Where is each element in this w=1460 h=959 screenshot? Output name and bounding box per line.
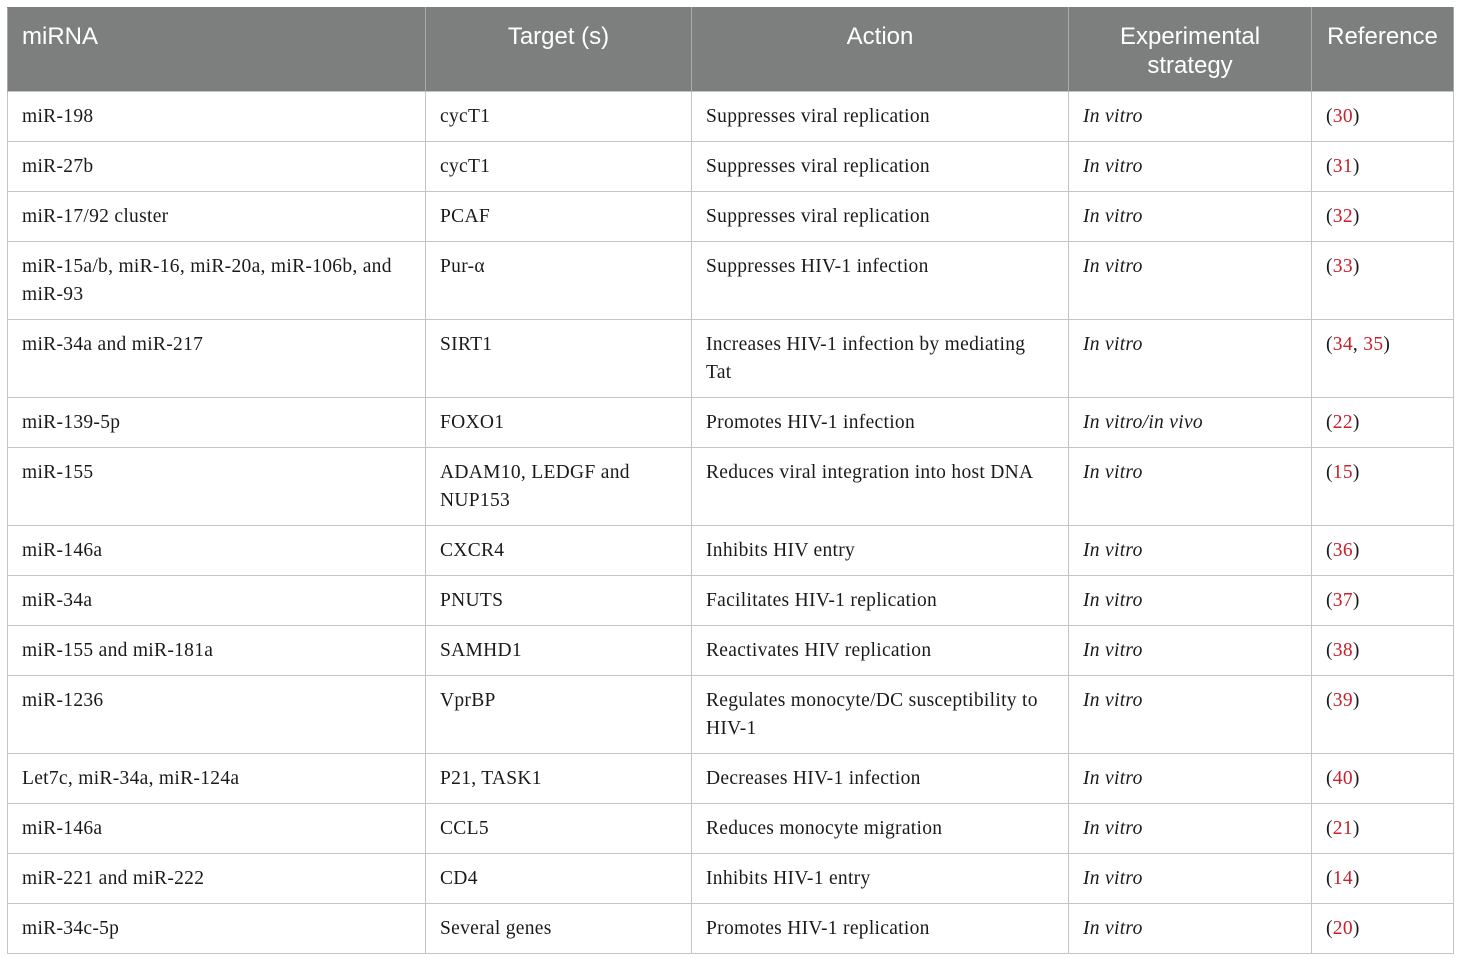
reference-cell: (34, 35) (1312, 320, 1454, 398)
reference-cell: (31) (1312, 142, 1454, 192)
mirna-cell: miR-34a (8, 576, 426, 626)
table-row (8, 754, 1454, 804)
reference-cell: (38) (1312, 626, 1454, 676)
target-cell: CCL5 (426, 804, 692, 854)
action-cell: Suppresses viral replication (692, 92, 1069, 142)
table-row (8, 576, 1454, 626)
header-reference: Reference (1312, 8, 1454, 92)
reference-cell: (21) (1312, 804, 1454, 854)
action-cell: Inhibits HIV entry (692, 526, 1069, 576)
mirna-cell: miR-146a (8, 804, 426, 854)
target-cell: SAMHD1 (426, 626, 692, 676)
table-row (8, 320, 1454, 398)
table-row (8, 92, 1454, 142)
table-row (8, 398, 1454, 448)
reference-cell: (37) (1312, 576, 1454, 626)
table-row (8, 676, 1454, 754)
reference-link[interactable]: 33 (1332, 256, 1353, 277)
reference-link[interactable]: 34 (1332, 334, 1353, 355)
action-cell: Increases HIV-1 infection by mediating Tat (692, 320, 1069, 398)
mirna-cell: miR-34a and miR-217 (8, 320, 426, 398)
action-cell: Facilitates HIV-1 replication (692, 576, 1069, 626)
target-cell: FOXO1 (426, 398, 692, 448)
reference-link[interactable]: 15 (1332, 462, 1353, 483)
experimental-strategy-cell: In vitro (1069, 754, 1312, 804)
action-cell: Promotes HIV-1 replication (692, 904, 1069, 954)
header-action: Action (692, 8, 1069, 92)
mirna-targets-table (7, 7, 1454, 954)
reference-cell: (32) (1312, 192, 1454, 242)
mirna-cell: miR-146a (8, 526, 426, 576)
reference-link[interactable]: 32 (1332, 206, 1353, 227)
reference-link[interactable]: 40 (1332, 768, 1353, 789)
reference-cell: (40) (1312, 754, 1454, 804)
table-row (8, 904, 1454, 954)
mirna-cell: miR-155 (8, 448, 426, 526)
mirna-cell: miR-15a/b, miR-16, miR-20a, miR-106b, and miR-93 (8, 242, 426, 320)
table-row (8, 448, 1454, 526)
mirna-cell: miR-34c-5p (8, 904, 426, 954)
action-cell: Suppresses HIV-1 infection (692, 242, 1069, 320)
experimental-strategy-cell: In vitro (1069, 626, 1312, 676)
reference-cell: (39) (1312, 676, 1454, 754)
action-cell: Suppresses viral replication (692, 192, 1069, 242)
action-cell: Promotes HIV-1 infection (692, 398, 1069, 448)
target-cell: PCAF (426, 192, 692, 242)
table-row (8, 142, 1454, 192)
experimental-strategy-cell: In vitro (1069, 320, 1312, 398)
action-cell: Reduces viral integration into host DNA (692, 448, 1069, 526)
reference-cell: (36) (1312, 526, 1454, 576)
experimental-strategy-cell: In vitro (1069, 242, 1312, 320)
reference-cell: (33) (1312, 242, 1454, 320)
action-cell: Reactivates HIV replication (692, 626, 1069, 676)
mirna-cell: miR-198 (8, 92, 426, 142)
reference-link[interactable]: 14 (1332, 868, 1353, 889)
target-cell: P21, TASK1 (426, 754, 692, 804)
header-row (8, 8, 1454, 92)
action-cell: Reduces monocyte migration (692, 804, 1069, 854)
reference-cell: (22) (1312, 398, 1454, 448)
action-cell: Decreases HIV-1 infection (692, 754, 1069, 804)
experimental-strategy-cell: In vitro (1069, 904, 1312, 954)
reference-link[interactable]: 38 (1332, 640, 1353, 661)
mirna-cell: Let7c, miR-34a, miR-124a (8, 754, 426, 804)
reference-link[interactable]: 30 (1332, 106, 1353, 127)
reference-cell: (30) (1312, 92, 1454, 142)
table-body (8, 92, 1454, 954)
experimental-strategy-cell: In vitro (1069, 192, 1312, 242)
experimental-strategy-cell: In vitro (1069, 576, 1312, 626)
reference-link[interactable]: 35 (1363, 334, 1384, 355)
reference-cell: (20) (1312, 904, 1454, 954)
mirna-cell: miR-155 and miR-181a (8, 626, 426, 676)
target-cell: cycT1 (426, 142, 692, 192)
table-header (8, 8, 1454, 92)
target-cell: cycT1 (426, 92, 692, 142)
mirna-cell: miR-17/92 cluster (8, 192, 426, 242)
reference-link[interactable]: 20 (1332, 918, 1353, 939)
target-cell: SIRT1 (426, 320, 692, 398)
table-row (8, 804, 1454, 854)
header-target: Target (s) (426, 8, 692, 92)
reference-cell: (15) (1312, 448, 1454, 526)
reference-link[interactable]: 22 (1332, 412, 1353, 433)
table-row (8, 242, 1454, 320)
target-cell: Pur-α (426, 242, 692, 320)
target-cell: VprBP (426, 676, 692, 754)
mirna-cell: miR-221 and miR-222 (8, 854, 426, 904)
mirna-cell: miR-139-5p (8, 398, 426, 448)
table-row (8, 526, 1454, 576)
reference-link[interactable]: 36 (1332, 540, 1353, 561)
experimental-strategy-cell: In vitro (1069, 676, 1312, 754)
action-cell: Regulates monocyte/DC susceptibility to HIV-1 (692, 676, 1069, 754)
experimental-strategy-cell: In vitro/in vivo (1069, 398, 1312, 448)
table-row (8, 192, 1454, 242)
target-cell: CXCR4 (426, 526, 692, 576)
header-experimental-strategy: Experimental strategy (1069, 8, 1312, 92)
experimental-strategy-cell: In vitro (1069, 526, 1312, 576)
reference-link[interactable]: 39 (1332, 690, 1353, 711)
reference-cell: (14) (1312, 854, 1454, 904)
experimental-strategy-cell: In vitro (1069, 804, 1312, 854)
action-cell: Inhibits HIV-1 entry (692, 854, 1069, 904)
target-cell: PNUTS (426, 576, 692, 626)
experimental-strategy-cell: In vitro (1069, 448, 1312, 526)
mirna-cell: miR-27b (8, 142, 426, 192)
reference-link[interactable]: 21 (1332, 818, 1353, 839)
target-cell: ADAM10, LEDGF and NUP153 (426, 448, 692, 526)
mirna-table-container (7, 7, 1453, 954)
reference-link[interactable]: 31 (1332, 156, 1353, 177)
experimental-strategy-cell: In vitro (1069, 854, 1312, 904)
experimental-strategy-cell: In vitro (1069, 92, 1312, 142)
action-cell: Suppresses viral replication (692, 142, 1069, 192)
target-cell: Several genes (426, 904, 692, 954)
mirna-cell: miR-1236 (8, 676, 426, 754)
experimental-strategy-cell: In vitro (1069, 142, 1312, 192)
table-row (8, 854, 1454, 904)
header-mirna: miRNA (8, 8, 426, 92)
table-row (8, 626, 1454, 676)
target-cell: CD4 (426, 854, 692, 904)
reference-link[interactable]: 37 (1332, 590, 1353, 611)
